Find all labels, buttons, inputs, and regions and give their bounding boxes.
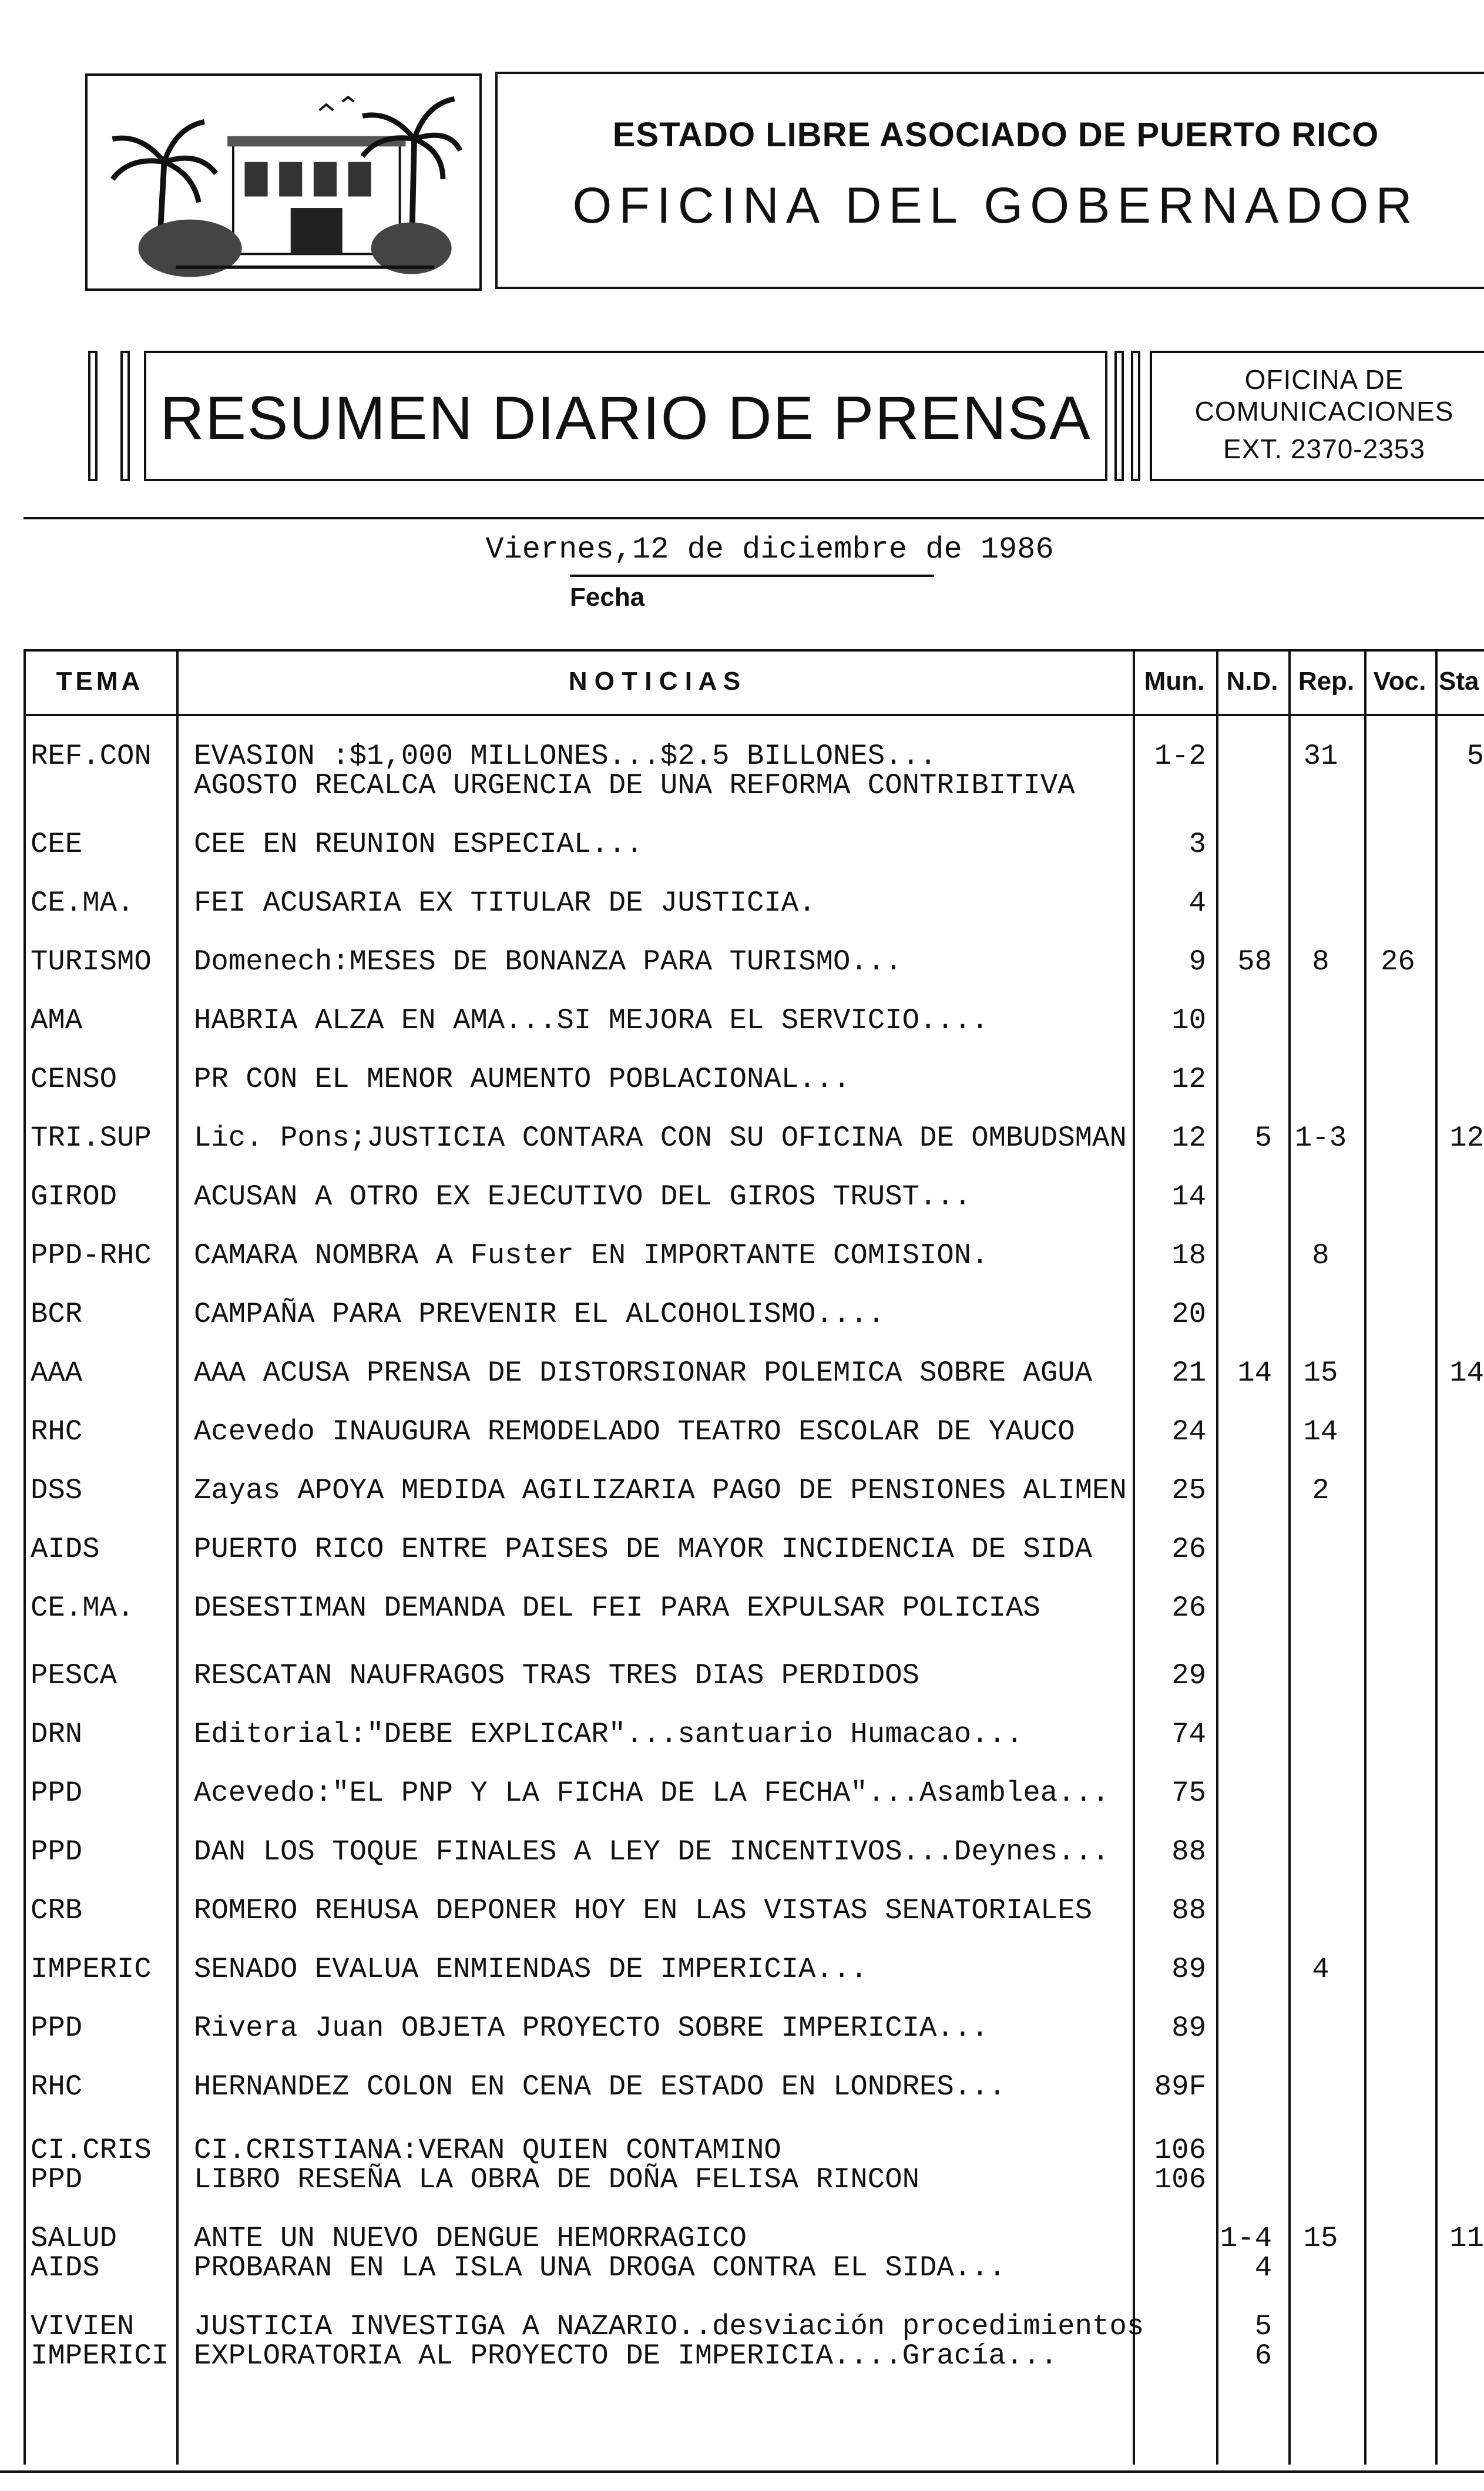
date-label: Fecha xyxy=(570,583,645,612)
row-mun: 14 xyxy=(1171,1180,1206,1213)
row-noticia: PUERTO RICO ENTRE PAISES DE MAYOR INCIDENCIA DE SIDA xyxy=(194,1533,1093,1566)
row-noticia: PR CON EL MENOR AUMENTO POBLACIONAL... xyxy=(194,1063,851,1096)
row-noticia: Editorial:"DEBE EXPLICAR"...santuario Humacao... xyxy=(194,1718,1023,1751)
row-voc: 26 xyxy=(1381,945,1415,978)
row-mun: 4 xyxy=(1188,887,1206,919)
governor-header xyxy=(495,72,1484,289)
row-mun: 29 xyxy=(1171,1659,1206,1692)
communications-office-box xyxy=(1150,351,1484,481)
row-tema: CI.CRIS PPD xyxy=(31,2134,152,2196)
office-line2: COMUNICACIONES xyxy=(1194,396,1454,427)
row-rep: 1-3 xyxy=(1294,1122,1347,1154)
row-tema: AMA xyxy=(31,1004,83,1037)
row-noticia: CAMPAÑA PARA PREVENIR EL ALCOHOLISMO.... xyxy=(194,1298,885,1331)
row-noticia: DAN LOS TOQUE FINALES A LEY DE INCENTIVOS...Deynes... xyxy=(194,1835,1110,1868)
row-noticia: ANTE UN NUEVO DENGUE HEMORRAGICO PROBARAN EN LA ISLA UNA DROGA CONTRA EL SIDA... xyxy=(194,2222,1006,2284)
row-mun: 12 xyxy=(1171,1122,1206,1154)
row-tema: RHC xyxy=(31,2070,83,2103)
date-underline xyxy=(570,575,934,577)
report-date: Viernes,12 de diciembre de 1986 xyxy=(485,532,1054,567)
row-noticia: HERNANDEZ COLON EN CENA DE ESTADO EN LONDRES... xyxy=(194,2070,1006,2103)
row-rep: 14 xyxy=(1303,1415,1338,1448)
row-tema: TURISMO xyxy=(31,945,152,978)
row-mun: 88 xyxy=(1171,1835,1206,1868)
row-tema: BCR xyxy=(31,1298,83,1331)
row-tema: CENSO xyxy=(31,1063,117,1096)
row-mun: 89F xyxy=(1154,2070,1206,2103)
row-tema: REF.CON xyxy=(31,740,152,773)
header-tema: TEMA xyxy=(56,667,144,696)
header-commonwealth-title: ESTADO LIBRE ASOCIADO DE PUERTO RICO xyxy=(612,116,1379,154)
row-noticia: EVASION :$1,000 MILLONES...$2.5 BILLONES... AGOSTO RECALCA URGENCIA DE UNA REFORMA CONTRIBITIVA xyxy=(194,740,1075,802)
row-rep: 2 xyxy=(1312,1474,1329,1507)
row-noticia: FEI ACUSARIA EX TITULAR DE JUSTICIA. xyxy=(194,887,816,919)
header-office-title: OFICINA DEL GOBERNADOR xyxy=(572,177,1419,234)
row-tema: CE.MA. xyxy=(31,1592,135,1624)
row-nd: 5 6 xyxy=(1254,2310,1272,2372)
decorative-bar xyxy=(120,351,130,481)
row-noticia: CEE EN REUNION ESPECIAL... xyxy=(194,828,643,861)
row-mun: 88 xyxy=(1171,1894,1206,1927)
row-tema: CRB xyxy=(31,1894,83,1927)
row-tema: AAA xyxy=(31,1357,83,1389)
header-nd: N.D. xyxy=(1226,667,1278,696)
row-rep: 4 xyxy=(1312,1953,1329,1986)
row-tema: TRI.SUP xyxy=(31,1122,152,1154)
row-tema: CEE xyxy=(31,828,83,861)
row-noticia: ACUSAN A OTRO EX EJECUTIVO DEL GIROS TRUST... xyxy=(194,1180,972,1213)
column-divider xyxy=(1288,649,1291,2465)
row-nd: 1-4 4 xyxy=(1220,2222,1272,2284)
row-mun: 12 xyxy=(1171,1063,1206,1096)
row-sta: 5 xyxy=(1466,740,1484,773)
row-noticia: ROMERO REHUSA DEPONER HOY EN LAS VISTAS SENATORIALES xyxy=(194,1894,1093,1927)
row-nd: 58 xyxy=(1237,945,1272,978)
row-mun: 89 xyxy=(1171,2012,1206,2044)
row-noticia: Rivera Juan OBJETA PROYECTO SOBRE IMPERICIA... xyxy=(194,2012,989,2044)
row-tema: GIROD xyxy=(31,1180,117,1213)
column-divider xyxy=(1216,649,1218,2465)
column-divider xyxy=(1364,649,1367,2465)
row-rep: 8 xyxy=(1312,1239,1329,1272)
row-rep: 15 xyxy=(1303,2222,1338,2255)
column-divider xyxy=(176,649,179,2465)
row-mun: 10 xyxy=(1171,1004,1206,1037)
row-mun: 18 xyxy=(1171,1239,1206,1272)
governor-mansion-illustration-icon xyxy=(88,76,479,288)
decorative-bar xyxy=(88,351,98,481)
row-noticia: Lic. Pons;JUSTICIA CONTARA CON SU OFICINA DE OMBUDSMAN xyxy=(194,1122,1127,1154)
header-mun: Mun. xyxy=(1144,667,1205,696)
row-sta: 11 xyxy=(1449,2222,1484,2255)
page-bottom-border xyxy=(0,2470,1484,2473)
seal-frame xyxy=(85,73,482,291)
row-rep: 31 xyxy=(1303,740,1338,773)
column-divider xyxy=(1435,649,1438,2465)
row-noticia: CAMARA NOMBRA A Fuster EN IMPORTANTE COMISION. xyxy=(194,1239,989,1272)
row-mun: 25 xyxy=(1171,1474,1206,1507)
office-line1: OFICINA DE xyxy=(1244,364,1404,395)
row-tema: DRN xyxy=(31,1718,83,1751)
row-mun: 26 xyxy=(1171,1533,1206,1566)
row-noticia: RESCATAN NAUFRAGOS TRAS TRES DIAS PERDIDOS xyxy=(194,1659,920,1692)
row-tema: PPD xyxy=(31,2012,83,2044)
table-header-border xyxy=(23,714,1484,716)
row-tema: IMPERIC xyxy=(31,1953,152,1986)
row-sta: 12 xyxy=(1449,1122,1484,1154)
office-extension: EXT. 2370-2353 xyxy=(1223,434,1425,464)
row-nd: 14 xyxy=(1237,1357,1272,1389)
row-noticia: Zayas APOYA MEDIDA AGILIZARIA PAGO DE PENSIONES ALIMEN xyxy=(194,1474,1127,1507)
row-tema: PPD-RHC xyxy=(31,1239,152,1272)
row-tema: RHC xyxy=(31,1415,83,1448)
row-mun: 21 xyxy=(1171,1357,1206,1389)
row-tema: PPD xyxy=(31,1835,83,1868)
row-noticia: Domenech:MESES DE BONANZA PARA TURISMO... xyxy=(194,945,902,978)
row-mun: 3 xyxy=(1188,828,1206,861)
row-noticia: DESESTIMAN DEMANDA DEL FEI PARA EXPULSAR POLICIAS xyxy=(194,1592,1040,1624)
header-rep: Rep. xyxy=(1298,667,1355,696)
decorative-bar xyxy=(1114,351,1124,481)
row-noticia: CI.CRISTIANA:VERAN QUIEN CONTAMINO LIBRO RESEÑA LA OBRA DE DOÑA FELISA RINCON xyxy=(194,2134,920,2196)
header-voc: Voc. xyxy=(1373,667,1426,696)
row-mun: 1-2 xyxy=(1154,740,1206,773)
row-mun: 20 xyxy=(1171,1298,1206,1331)
row-rep: 8 xyxy=(1312,945,1329,978)
header-sta: Sta xyxy=(1439,667,1479,696)
row-tema: AIDS xyxy=(31,1533,100,1566)
row-noticia: AAA ACUSA PRENSA DE DISTORSIONAR POLEMICA SOBRE AGUA xyxy=(194,1357,1093,1389)
decorative-bar xyxy=(1131,351,1140,481)
row-tema: VIVIEN IMPERICI xyxy=(31,2310,169,2372)
row-mun: 26 xyxy=(1171,1592,1206,1624)
row-mun: 89 xyxy=(1171,1953,1206,1986)
row-tema: CE.MA. xyxy=(31,887,135,919)
page-title: RESUMEN DIARIO DE PRENSA xyxy=(160,384,1092,452)
table-left-border xyxy=(23,649,26,2465)
row-noticia: Acevedo:"EL PNP Y LA FICHA DE LA FECHA"...Asamblea... xyxy=(194,1777,1110,1810)
row-tema: DSS xyxy=(31,1474,83,1507)
table-top-border xyxy=(23,649,1484,652)
header-noticias: N O T I C I A S xyxy=(568,667,741,696)
row-tema: PESCA xyxy=(31,1659,117,1692)
row-noticia: JUSTICIA INVESTIGA A NAZARIO..desviación procedimientos EXPLORATORIA AL PROYECTO DE IMPERICIA....Gracía... xyxy=(194,2310,1144,2372)
row-tema: PPD xyxy=(31,1777,83,1810)
resumen-title-frame xyxy=(144,351,1107,481)
row-mun: 75 xyxy=(1171,1777,1206,1810)
row-rep: 15 xyxy=(1303,1357,1338,1389)
row-noticia: HABRIA ALZA EN AMA...SI MEJORA EL SERVICIO.... xyxy=(194,1004,989,1037)
header-divider xyxy=(23,517,1484,519)
row-sta: 14 xyxy=(1449,1357,1484,1389)
row-mun: 74 xyxy=(1171,1718,1206,1751)
row-mun: 24 xyxy=(1171,1415,1206,1448)
row-nd: 5 xyxy=(1254,1122,1272,1154)
row-tema: SALUD AIDS xyxy=(31,2222,117,2284)
row-mun: 9 xyxy=(1188,945,1206,978)
row-mun: 106 106 xyxy=(1154,2134,1206,2196)
row-noticia: Acevedo INAUGURA REMODELADO TEATRO ESCOLAR DE YAUCO xyxy=(194,1415,1075,1448)
row-noticia: SENADO EVALUA ENMIENDAS DE IMPERICIA... xyxy=(194,1953,868,1986)
